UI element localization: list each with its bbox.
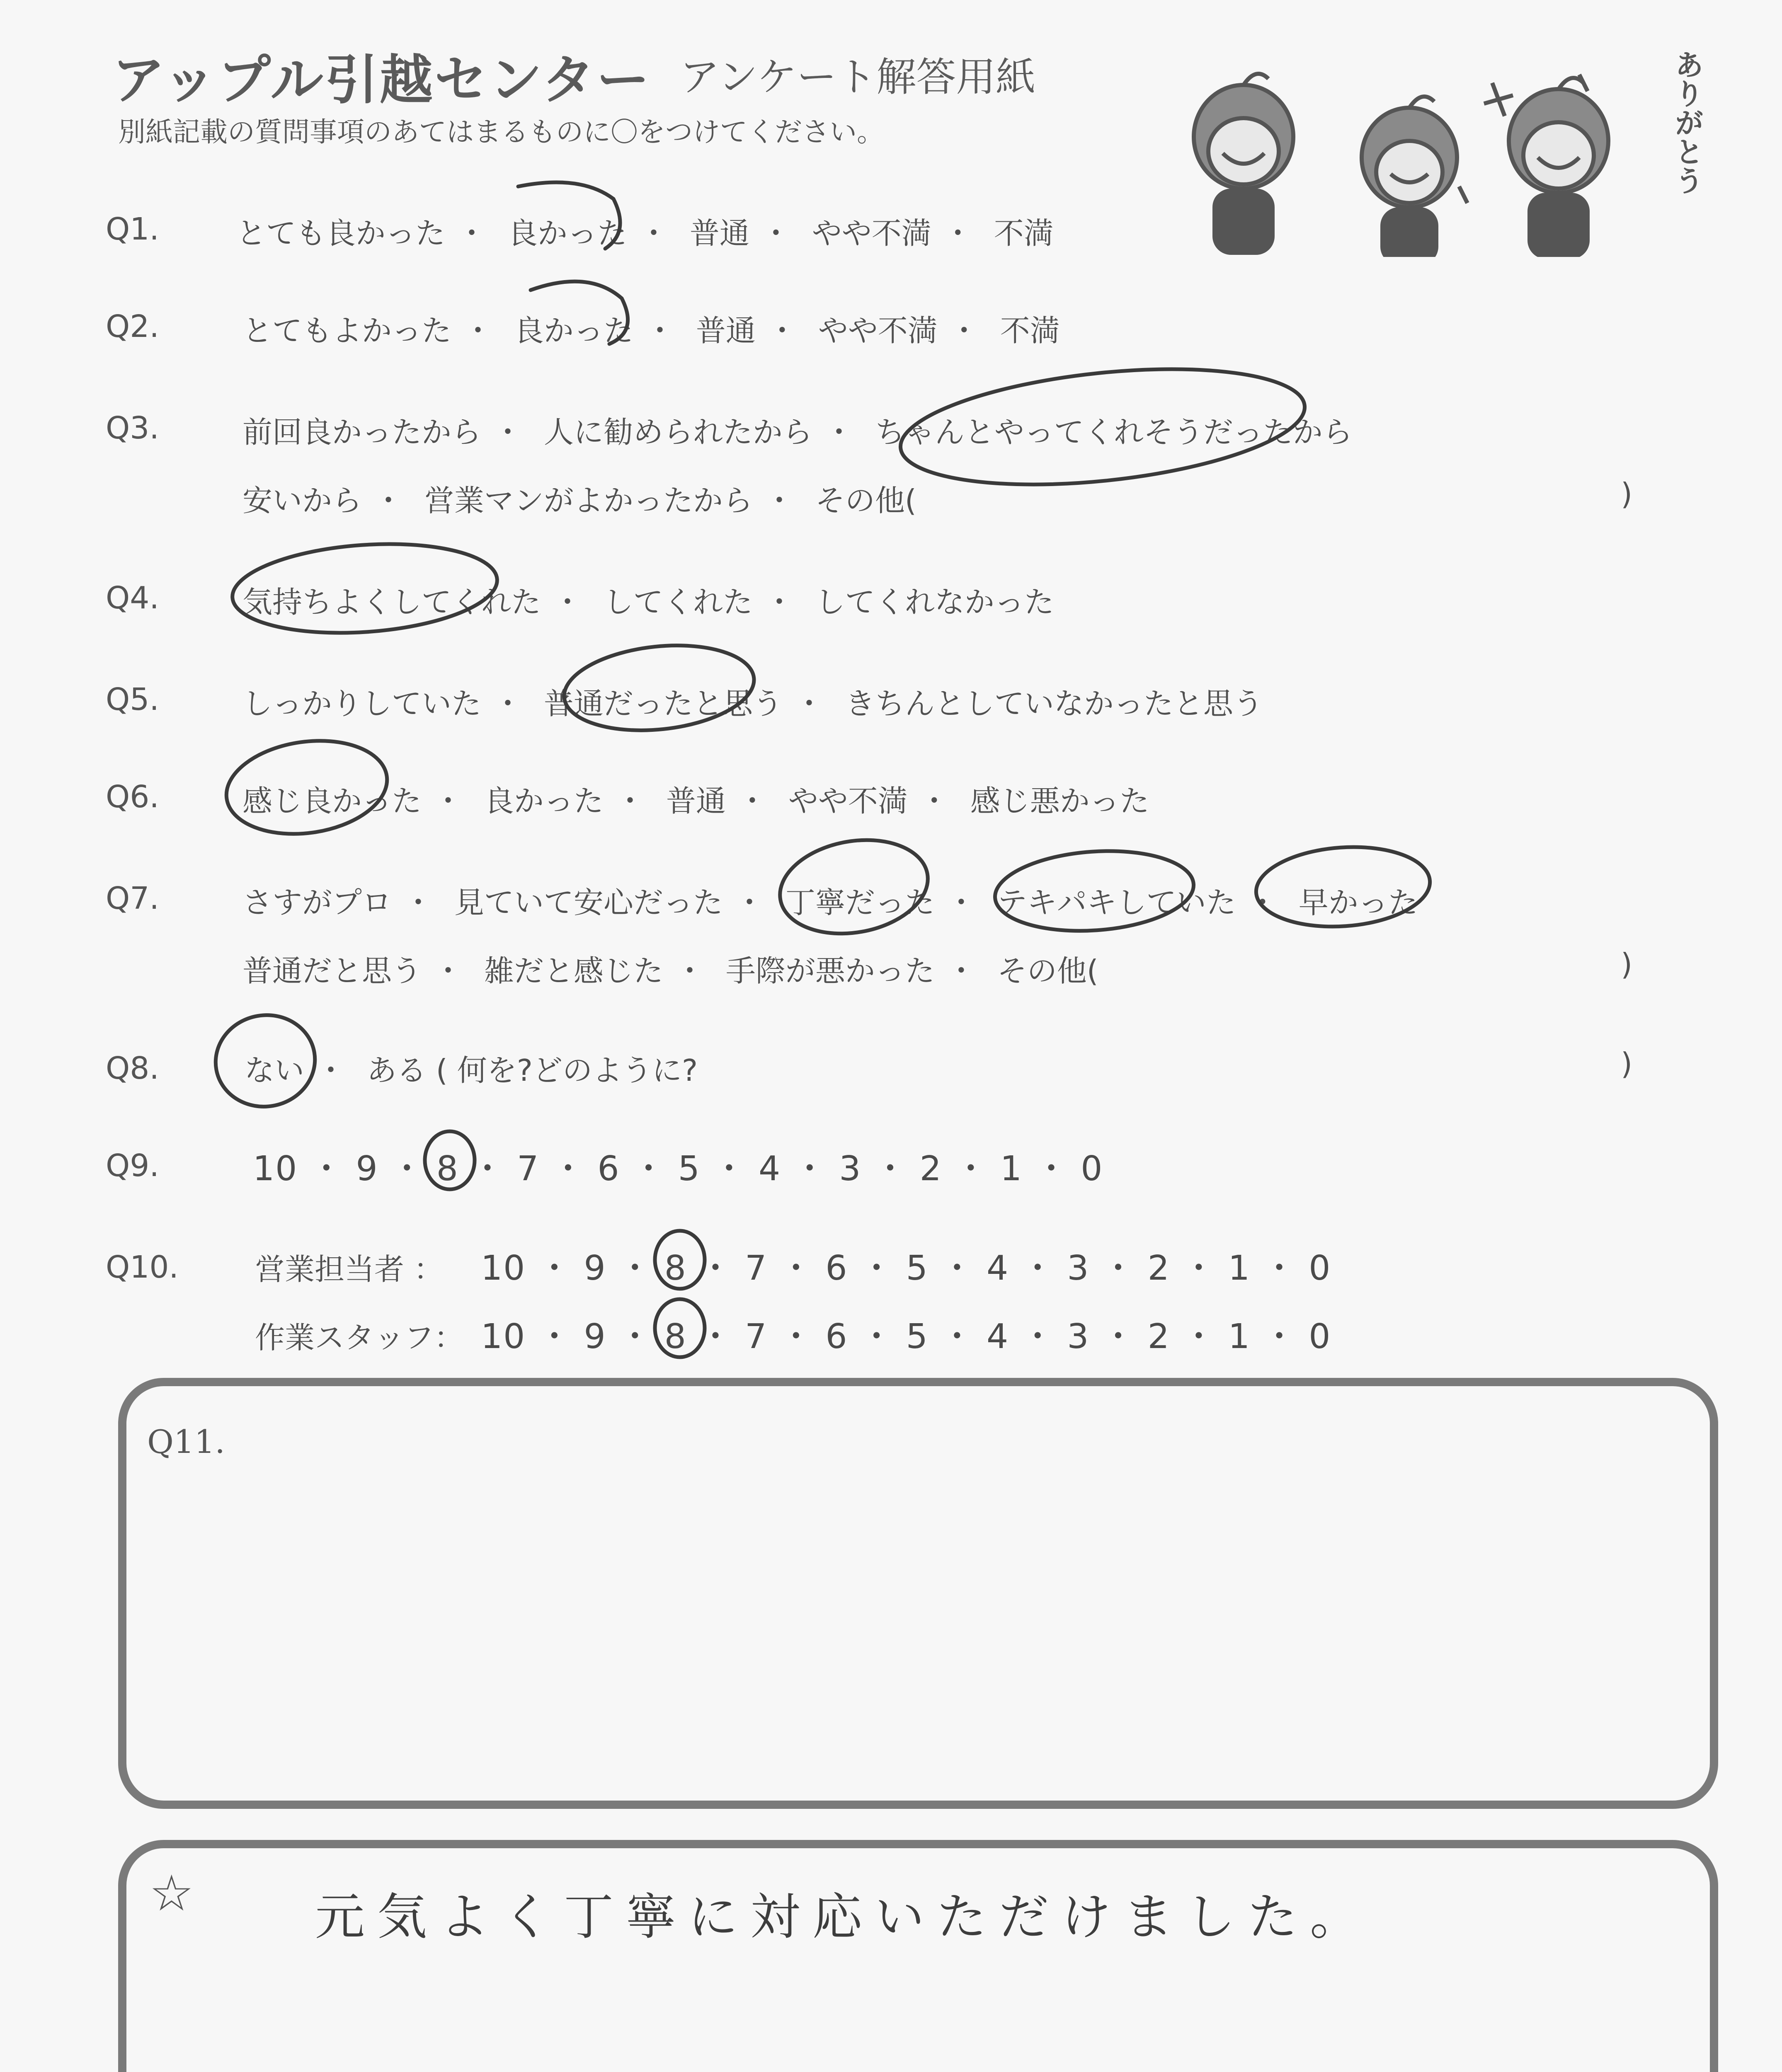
- q8-close-paren: ): [1621, 1046, 1633, 1081]
- option[interactable]: さすがプロ: [242, 885, 392, 920]
- thanks-label: ありがとう: [1670, 50, 1704, 195]
- q4-label: Q4.: [106, 580, 159, 616]
- option[interactable]: やや不満: [812, 216, 931, 251]
- form-title: アップル引越センター: [112, 49, 651, 111]
- option[interactable]: 見ていて安心だった: [454, 885, 723, 920]
- q8-options: ない ・ ある ( 何を?どのように?: [245, 1053, 698, 1088]
- option[interactable]: 普通: [666, 784, 726, 818]
- q10-staff-label: 作業スタッフ：: [255, 1320, 464, 1355]
- option[interactable]: 気持ちよくしてくれた: [242, 585, 541, 620]
- q7-options-line2: 普通だと思う ・ 雑だと感じた ・ 手際が悪かった ・ その他(: [242, 954, 1098, 988]
- q7-close-paren: ): [1621, 947, 1633, 982]
- star-icon: ☆: [149, 1865, 194, 1922]
- comment-box[interactable]: [118, 1840, 1718, 2072]
- q2-options: とてもよかった ・ 良かった ・ 普通 ・ やや不満 ・ 不満: [242, 313, 1060, 348]
- option[interactable]: 手際が悪かった: [725, 954, 935, 988]
- option[interactable]: しっかりしていた: [242, 686, 482, 721]
- q9-label: Q9.: [106, 1148, 159, 1184]
- option[interactable]: 不満: [1000, 313, 1060, 348]
- option[interactable]: 感じ悪かった: [970, 784, 1149, 818]
- option[interactable]: 前回良かったから: [242, 415, 482, 450]
- q1-label: Q1.: [106, 211, 159, 247]
- q3-options-line2: 安いから ・ 営業マンがよかったから ・ その他(: [242, 483, 916, 518]
- q4-options: 気持ちよくしてくれた ・ してくれた ・ してくれなかった: [242, 585, 1054, 620]
- form-subtitle: アンケート解答用紙: [680, 54, 1036, 100]
- handwritten-comment: 元気よく丁寧に対応いただけました。: [315, 1888, 1372, 1946]
- option[interactable]: 雑だと感じた: [484, 954, 663, 988]
- option[interactable]: 良かった: [484, 784, 604, 818]
- q11-label: Q11.: [147, 1423, 225, 1461]
- q1-options: とても良かった ・ 良かった ・ 普通 ・ やや不満 ・ 不満: [236, 216, 1054, 251]
- option[interactable]: 普通: [696, 313, 756, 348]
- monkey-mascot-icon: [1148, 50, 1704, 257]
- option[interactable]: 早かった: [1298, 885, 1418, 920]
- q8-label: Q8.: [106, 1051, 159, 1086]
- option[interactable]: 良かった: [514, 313, 633, 348]
- option[interactable]: 普通だと思う: [242, 954, 422, 988]
- option[interactable]: その他(: [997, 954, 1098, 988]
- q6-label: Q6.: [106, 779, 159, 815]
- option[interactable]: とてもよかった: [242, 313, 452, 348]
- q5-options: しっかりしていた ・ 普通だったと思う ・ きちんとしていなかったと思う: [242, 686, 1263, 721]
- q10-sales-label: 営業担当者 ：: [255, 1252, 444, 1287]
- option[interactable]: テキパキしていた: [997, 885, 1236, 920]
- option[interactable]: 丁寧だった: [785, 885, 935, 920]
- option[interactable]: 営業マンがよかったから: [424, 483, 753, 518]
- option[interactable]: ない: [245, 1053, 305, 1088]
- q5-label: Q5.: [106, 682, 159, 717]
- option[interactable]: やや不満: [818, 313, 938, 348]
- q3-label: Q3.: [106, 410, 159, 446]
- option[interactable]: とても良かった: [236, 216, 446, 251]
- option[interactable]: きちんとしていなかったと思う: [845, 686, 1263, 721]
- option[interactable]: 良かった: [507, 216, 627, 251]
- q3-options-line1: 前回良かったから ・ 人に勧められたから ・ ちゃんとやってくれそうだったから: [242, 415, 1353, 450]
- q7-label: Q7.: [106, 881, 159, 916]
- q9-scale[interactable]: 10 ・ 9 ・ 8 ・ 7 ・ 6 ・ 5 ・ 4 ・ 3 ・ 2 ・ 1 ・ 0: [253, 1149, 1103, 1188]
- option[interactable]: 不満: [994, 216, 1054, 251]
- q6-options: 感じ良かった ・ 良かった ・ 普通 ・ やや不満 ・ 感じ悪かった: [242, 784, 1149, 818]
- q10-sales-scale[interactable]: 10 ・ 9 ・ 8 ・ 7 ・ 6 ・ 5 ・ 4 ・ 3 ・ 2 ・ 1 ・ 0: [481, 1249, 1331, 1288]
- form-instruction: 別紙記載の質問事項のあてはまるものに〇をつけてください。: [118, 116, 884, 148]
- option[interactable]: ちゃんとやってくれそうだったから: [875, 415, 1353, 450]
- option[interactable]: 人に勧められたから: [543, 415, 812, 450]
- option[interactable]: してくれなかった: [815, 585, 1054, 620]
- q10-staff-scale[interactable]: 10 ・ 9 ・ 8 ・ 7 ・ 6 ・ 5 ・ 4 ・ 3 ・ 2 ・ 1 ・ 0: [481, 1317, 1331, 1356]
- option[interactable]: 普通だったと思う: [543, 686, 783, 721]
- option[interactable]: ある ( 何を?どのように?: [366, 1053, 698, 1088]
- option[interactable]: してくれた: [603, 585, 753, 620]
- q2-label: Q2.: [106, 309, 159, 344]
- option[interactable]: その他(: [815, 483, 916, 518]
- q7-options-line1: さすがプロ ・ 見ていて安心だった ・ 丁寧だった ・ テキパキしていた ・ 早かった: [242, 885, 1418, 920]
- q3-close-paren: ): [1621, 477, 1633, 511]
- option[interactable]: 感じ良かった: [242, 784, 422, 818]
- option[interactable]: 安いから: [242, 483, 362, 518]
- option[interactable]: 普通: [689, 216, 749, 251]
- option[interactable]: やや不満: [788, 784, 908, 818]
- q11-answer-box[interactable]: [118, 1378, 1718, 1809]
- q10-label: Q10.: [106, 1249, 179, 1285]
